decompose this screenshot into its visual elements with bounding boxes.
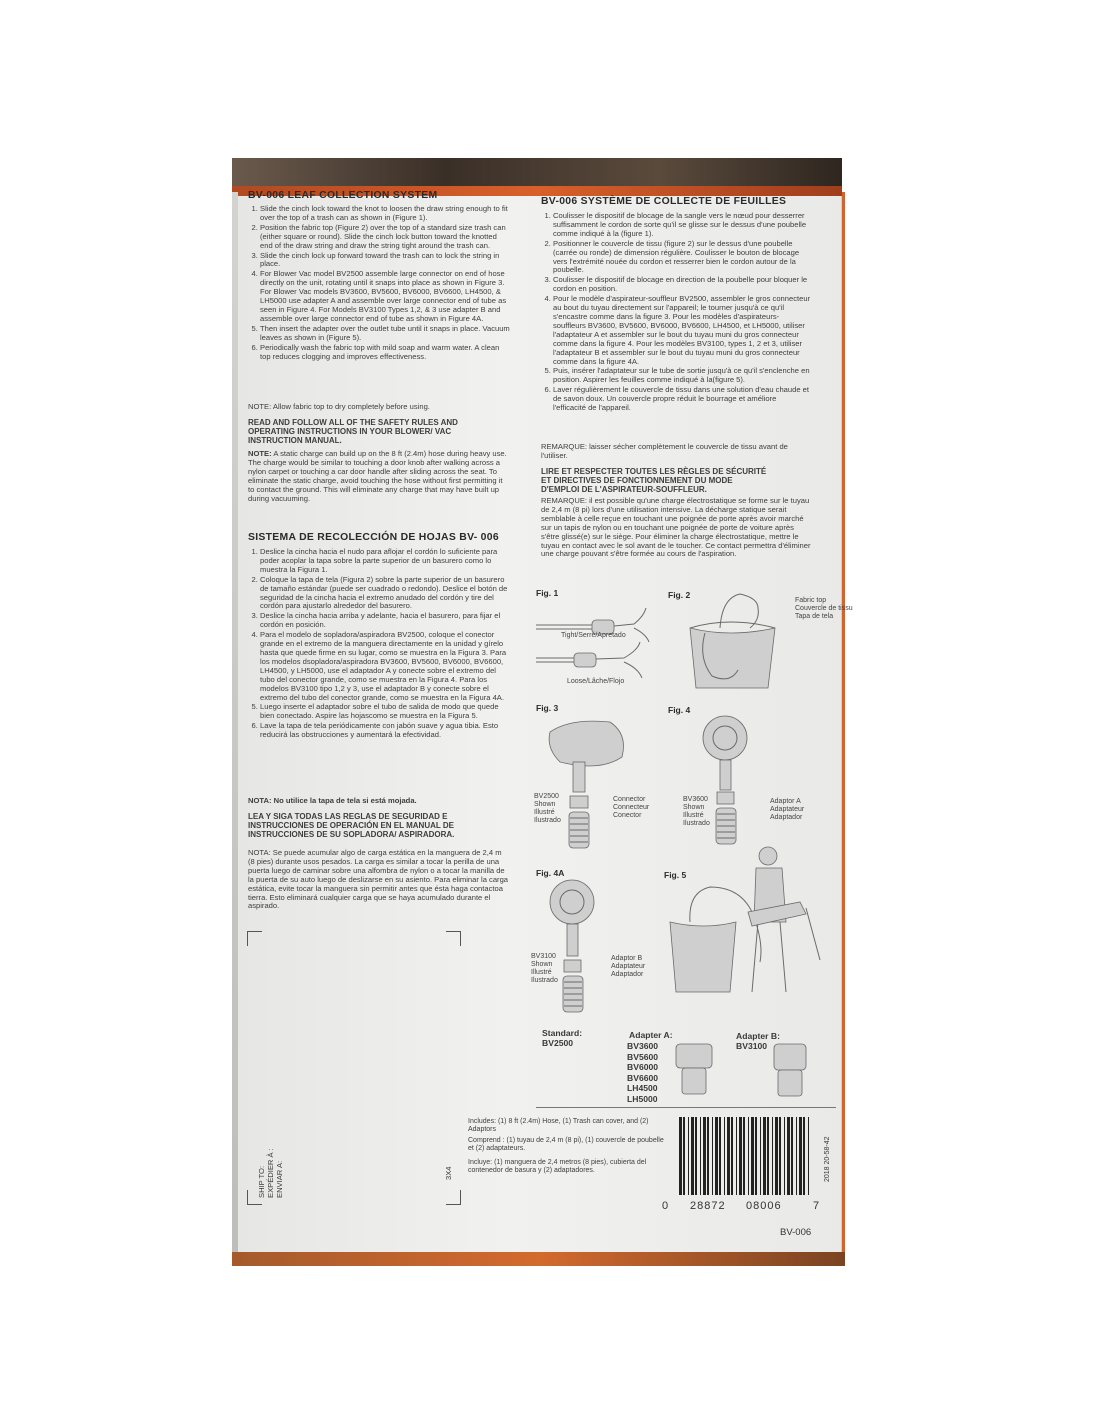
- fig4a-drawing: [540, 876, 610, 1016]
- en-step: 1. Slide the cinch lock toward the knot to loosen the draw string enough to fit over the top of a trash can as shown in (Figure 1).: [260, 205, 510, 223]
- barcode-digits-1: 28872: [690, 1200, 726, 1212]
- fr-static-note: REMARQUE: il est possible qu'une charge électrostatique se forme sur le tuyau de 2,4 m (8 pi) lors d'une utilisation intensive. La décharge statique serait semblable à celle reçue en touchant une poignée de porte après avoir marché sur un tapis de nylon ou en touchant une poignée de porte de voiture après s'être glissé(e) sur le siège. Pour éliminer la charge électrostatique, mettre le tuyau en contact avec le sol avant de le toucher. Ce contact permettra d'éliminer une charge pouvant s'être formée au cours de l'aspiration.: [541, 496, 811, 559]
- fr-note-dry: REMARQUE: laisser sécher complètement le couvercle de tissu avant de l'utiliser.: [541, 442, 788, 460]
- fig4a-model-en: Shown: [531, 961, 553, 968]
- es-note-dry: NOTA: No utilice la tapa de tela si está mojada.: [248, 796, 417, 805]
- barcode-bar: [719, 1117, 721, 1195]
- barcode-bar: [695, 1117, 697, 1195]
- fig3-model: [534, 793, 561, 825]
- ship-to-en: SHIP TO:: [257, 1165, 266, 1198]
- fig2-label-es: Tapa de tela: [795, 613, 834, 620]
- barcode-bar: [763, 1117, 766, 1195]
- fig2-label-en: Fabric top: [795, 597, 827, 604]
- fig4-adapt-fr: Adaptateur: [770, 806, 805, 813]
- fig4-drawing: [690, 710, 770, 850]
- adapter-b-models: BV3100: [736, 1041, 768, 1051]
- es-steps: [248, 548, 510, 740]
- en-note-text: A static charge can build up on the 8 ft (2.4m) hose during heavy use. The charge would be similar to touching a door knob after walking across a nylon carpet or touching a car door handle after sliding across the seat. To eliminate the static charge, avoid touching the hose without first permitting it to contact the ground. This will eliminate any charge that may have built up during vacuuming.: [248, 449, 507, 503]
- fig3-drawing: [540, 712, 630, 852]
- fig5-label: Fig. 5: [664, 870, 687, 880]
- barcode-digit-right: 7: [813, 1200, 820, 1212]
- fr-step: 5. Puis, insérer l'adaptateur sur le tube de sortie jusqu'à ce qu'il s'enclenche en position. Aspirer les feuilles comme indiqué à la(figure 5).: [553, 367, 811, 385]
- barcode-bar: [808, 1117, 809, 1195]
- adapter-b-label: Adapter B:: [736, 1031, 780, 1041]
- fig3-connector: [613, 796, 649, 820]
- barcode-bar: [715, 1117, 718, 1195]
- barcode-bar: [779, 1117, 781, 1195]
- adapter-standard: [542, 1028, 582, 1048]
- label-corner: [446, 931, 461, 946]
- standard-label: Standard:: [542, 1028, 583, 1038]
- barcode-bar: [799, 1117, 802, 1195]
- fig4-adapt-en: Adaptor A: [770, 798, 801, 805]
- es-step: 5. Luego inserte el adaptador sobre el tubo de salida de modo que quede bien conectado. Aspire las hojascomo se muestra en la Figura 5.: [260, 703, 510, 721]
- barcode-digit-left: 0: [662, 1200, 670, 1212]
- es-static-note: NOTA: Se puede acumular algo de carga estática en la manguera de 2,4 m (8 pies) durante usos pesados. La carga es similar a tocar la perilla de una puerta luego de caminar sobre una alfombra de nylon o a tocar la manilla de la puerta de su auto luego de deslizarse en su asiento. Para eliminar la carga estática, evite tocar la manguera sin permitir antes que ésta haga contactoa tierra. Esto eliminará cualquier carga que se haya acumulado durante el aspirado.: [248, 848, 509, 911]
- en-static-note: [248, 450, 510, 503]
- fig2-label: Fig. 2: [668, 590, 691, 600]
- barcode-bar: [707, 1117, 709, 1195]
- es-steps-block: [248, 548, 510, 741]
- es-safety: LEA Y SIGA TODAS LAS REGLAS DE SEGURIDAD E INSTRUCCIONES DE OPERACIÓN EN EL MANUAL DE INSTRUCCIONES DE SU SOPLADORA/ ASPIRADORA.: [248, 812, 455, 839]
- fr-step: 3. Coulisser le dispositif de blocage en direction de la poubelle pour bloquer le cordon en position.: [553, 276, 811, 294]
- fig4-label: Fig. 4: [668, 705, 691, 715]
- en-steps-block: [248, 205, 510, 362]
- includes-fr: Comprend : (1) tuyau de 2,4 m (8 pi), (1) couvercle de poubelle et (2) adaptateurs.: [468, 1137, 664, 1152]
- fig4a-adapt-en: Adaptor B: [611, 955, 643, 962]
- barcode-bar: [700, 1117, 701, 1195]
- adapter-a-model: LH5000: [627, 1093, 658, 1104]
- barcode-bar: [731, 1117, 733, 1195]
- box-left-edge: [232, 192, 238, 1257]
- fig2-fabric-top: [795, 597, 853, 621]
- fig4-model-fr: Illustré: [683, 812, 704, 819]
- fr-steps: [541, 212, 811, 413]
- barcode-bar: [703, 1117, 706, 1195]
- barcode-bar: [739, 1117, 742, 1195]
- fig3-conn-en: Connector: [613, 796, 646, 803]
- barcode-bar: [796, 1117, 797, 1195]
- fig4a-model-name: BV3100: [531, 953, 556, 960]
- fig1-tight: Tight/Serré/Apretado: [561, 632, 626, 639]
- barcode-bar: [724, 1117, 725, 1195]
- fig3-model-fr: Illustré: [534, 809, 555, 816]
- en-step: 6. Periodically wash the fabric top with mild soap and warm water. A clean top reduces clogging and improves effectiveness.: [260, 344, 510, 362]
- includes-en: Includes: (1) 8 ft (2.4m) Hose, (1) Trash can cover, and (2) Adaptors: [468, 1118, 649, 1133]
- standard-models: BV2500: [542, 1038, 574, 1048]
- fr-safety: LIRE ET RESPECTER TOUTES LES RÈGLES DE SÉCURITÉ ET DIRECTIVES DE FONCTIONNEMENT DU MODE D'EMPLOI DE L'ASPIRATEUR-SOUFFLEUR.: [541, 467, 767, 494]
- barcode-digits-2: 08006: [746, 1200, 782, 1212]
- adapter-a-models: [627, 1041, 658, 1104]
- en-step: 4. For Blower Vac model BV2500 assemble large connector on end of hose directly on the unit, rotating until it snaps into place as shown in Figure 3. For Blower Vac models BV3600, BV5600, BV6000, BV6600, LH4500, & LH5000 use adapter A and assemble over large connector end of tube as seen in Figure 4. For Models BV3100 Types 1,2, & 3 use adapter B and assemble over large connector end of tube as shown in Figure 4A.: [260, 270, 510, 323]
- barcode-bar: [679, 1117, 682, 1195]
- fig3-model-en: Shown: [534, 801, 556, 808]
- label-corner: [247, 931, 262, 946]
- fig4a-adapt-es: Adaptador: [611, 971, 644, 978]
- fig4a-model-es: Ilustrado: [531, 977, 558, 984]
- fig1-drawing: [534, 598, 664, 688]
- includes-es: Incluye: (1) manguera de 2,4 metros (8 pies), cubierta del contenedor de basura y (2) adaptadores.: [468, 1159, 647, 1174]
- en-safety: READ AND FOLLOW ALL OF THE SAFETY RULES AND OPERATING INSTRUCTIONS IN YOUR BLOWER/ VAC INSTRUCTION MANUAL.: [248, 418, 458, 445]
- label-corner: [446, 1190, 461, 1205]
- fig2-label-fr: Couvercle de tissu: [795, 605, 853, 612]
- fig3-conn-es: Conector: [613, 812, 642, 819]
- barcode-bar: [712, 1117, 713, 1195]
- es-step: 6. Lave la tapa de tela periódicamente con jabón suave y agua tibia. Esto reducirá las obstrucciones y aumentará la efectividad.: [260, 722, 510, 740]
- upc-barcode: [679, 1117, 811, 1197]
- fr-title: BV-006 SYSTÈME DE COLLECTE DE FEUILLES: [541, 196, 787, 207]
- fig4a-adaptor: [611, 955, 645, 979]
- es-step: 2. Coloque la tapa de tela (Figura 2) sobre la parte superior de un basurero de tamaño estándar (puede ser cuadrado o redondo). Deslice el botón de seguridad de la cincha hacia el extremo anudado del cordón y tire del cordón para ajustarlo alrededor del basurero.: [260, 576, 510, 612]
- barcode-bar: [755, 1117, 757, 1195]
- adapter-a-label: Adapter A:: [629, 1030, 673, 1040]
- fig4-model-es: Ilustrado: [683, 820, 710, 827]
- ship-to-fr: EXPÉDIER À :: [266, 1148, 275, 1198]
- en-steps: [248, 205, 510, 361]
- fig4-model: [683, 796, 710, 828]
- fig4a-adapt-fr: Adaptateur: [611, 963, 646, 970]
- barcode-bar: [736, 1117, 737, 1195]
- es-step: 1. Deslice la cincha hacia el nudo para aflojar el cordón lo suficiente para poder acoplar la tapa sobre la parte superior de un basurero como lo muestra la Figura 1.: [260, 548, 510, 575]
- fig3-conn-fr: Connecteur: [613, 804, 650, 811]
- barcode-bar: [775, 1117, 778, 1195]
- barcode-bar: [688, 1117, 689, 1195]
- barcode-bar: [748, 1117, 749, 1195]
- adapter-a-model: BV5600: [627, 1051, 659, 1062]
- en-note-label: NOTE:: [248, 449, 272, 458]
- en-step: 5. Then insert the adapter over the outlet tube until it snaps in place. Vacuum leaves as shown in (Figure 5).: [260, 325, 510, 343]
- fig4-model-en: Shown: [683, 804, 705, 811]
- barcode-bar: [743, 1117, 745, 1195]
- adapter-b-icon: [770, 1040, 820, 1100]
- fig1-label: Fig. 1: [536, 588, 559, 598]
- fig4a-model-fr: Illustré: [531, 969, 552, 976]
- barcode-bar: [683, 1117, 685, 1195]
- es-title: SISTEMA DE RECOLECCIÓN DE HOJAS BV- 006: [248, 532, 499, 543]
- fr-step: 2. Positionner le couvercle de tissu (figure 2) sur le dessus d'une poubelle (carrée ou ronde) de dimension régulière. Coulisser le bouton de blocage vers l'extrémité nouée du cordon et resserrer bien le cordon autour de la poubelle.: [553, 240, 811, 276]
- adapter-a-model: BV3600: [627, 1041, 659, 1051]
- fig4a-model: [531, 953, 558, 985]
- adapter-a-model: BV6000: [627, 1062, 659, 1072]
- barcode-bar: [767, 1117, 769, 1195]
- ship-to-es: ENVIAR A:: [275, 1160, 284, 1198]
- fr-step: 6. Laver régulièrement le couvercle de tissu dans une solution d'eau chaude et de savon doux. Un couvercle propre réduit le bourrage et améliore l'efficacité de l'appareil.: [553, 386, 811, 413]
- fig3-model-es: Ilustrado: [534, 817, 561, 824]
- barcode-bar: [784, 1117, 785, 1195]
- box-size: 3X4: [444, 1166, 453, 1180]
- model-number: BV-006: [780, 1227, 812, 1238]
- barcode-side-code: 2018 20-58-42: [824, 1136, 831, 1182]
- en-title: BV-006 LEAF COLLECTION SYSTEM: [248, 190, 438, 201]
- barcode-bar: [772, 1117, 773, 1195]
- barcode-bar: [760, 1117, 761, 1195]
- barcode-bar: [691, 1117, 694, 1195]
- es-step: 3. Deslice la cincha hacia arriba y adelante, hacia el basurero, para fijar el cordón en posición.: [260, 612, 510, 630]
- fig4a-label: Fig. 4A: [536, 868, 565, 878]
- adapter-a-model: BV6600: [627, 1072, 659, 1083]
- fr-steps-block: [541, 212, 811, 414]
- barcode-bar: [787, 1117, 790, 1195]
- fig4-model-name: BV3600: [683, 796, 708, 803]
- includes-divider: [536, 1107, 836, 1108]
- box-bottom-edge: [232, 1252, 845, 1266]
- fig4-adapt-es: Adaptador: [770, 814, 803, 821]
- fig3-model-name: BV2500: [534, 793, 559, 800]
- barcode-bar: [791, 1117, 793, 1195]
- fig5-drawing: [660, 842, 830, 1012]
- en-step: 3. Slide the cinch lock up forward toward the trash can to lock the string in place.: [260, 252, 510, 270]
- barcode-bar: [803, 1117, 805, 1195]
- barcode-bar: [751, 1117, 754, 1195]
- en-note-dry: NOTE: Allow fabric top to dry completely before using.: [248, 402, 430, 411]
- adapter-a-model: LH4500: [627, 1083, 658, 1093]
- es-step: 4. Para el modelo de sopladora/aspiradora BV2500, coloque el conector grande en el extremo de la manguera directamente en la unidad y gírelo hasta que quede firme en su lugar, como se muestra en la Figura 3. Para los modelos dsopladora/aspiradora BV3600, BV5600, BV6000, BV6600, LH4500, y LH5000, use el adaptador A y conecte sobre el extremo del tubo del conector grande, como se muestra en la Figura 4. Para los modelos BV3100 tipo 1,2 y 3, use el adaptador B y conecte sobre el extremo del tubo del conector grande, como se muestra en la Figura 4A.: [260, 631, 510, 702]
- fig3-label: Fig. 3: [536, 703, 559, 713]
- barcode-bar: [727, 1117, 730, 1195]
- fr-step: 1. Coulisser le dispositif de blocage de la sangle vers le nœud pour desserrer suffisamment le cordon de sorte qu'il se glisse sur le dessus d'une poubelle comme indiqué à la (figure 1).: [553, 212, 811, 239]
- adapter-a-icon: [670, 1040, 720, 1100]
- en-step: 2. Position the fabric top (Figure 2) over the top of a standard size trash can (either square or round). Slide the cinch lock button toward the knotted end of the draw string and draw the string tight around the trash can.: [260, 224, 510, 251]
- fig4-adaptor: [770, 798, 804, 822]
- fr-step: 4. Pour le modèle d'aspirateur-souffleur BV2500, assembler le gros connecteur au bout du tuyau directement sur l'appareil; le tourner jusqu'à ce qu'il s'encastre comme dans la figure 3. Pour les modèles d'aspirateurs-souffleurs BV3600, BV5600, BV6000, BV6600, LH4500, et LH5000, utiliser l'adaptateur A et assembler sur le bout du tuyau muni du gros connecteur comme dans la figure 4. Pour les modèles BV3100, types 1, 2 et 3, utiliser l'adaptateur B et assembler sur le bout du tuyau muni du gros connecteur comme dans la figure 4A.: [553, 295, 811, 366]
- fig2-drawing: [680, 588, 790, 698]
- fig1-loose: Loose/Lâche/Flojo: [567, 678, 625, 685]
